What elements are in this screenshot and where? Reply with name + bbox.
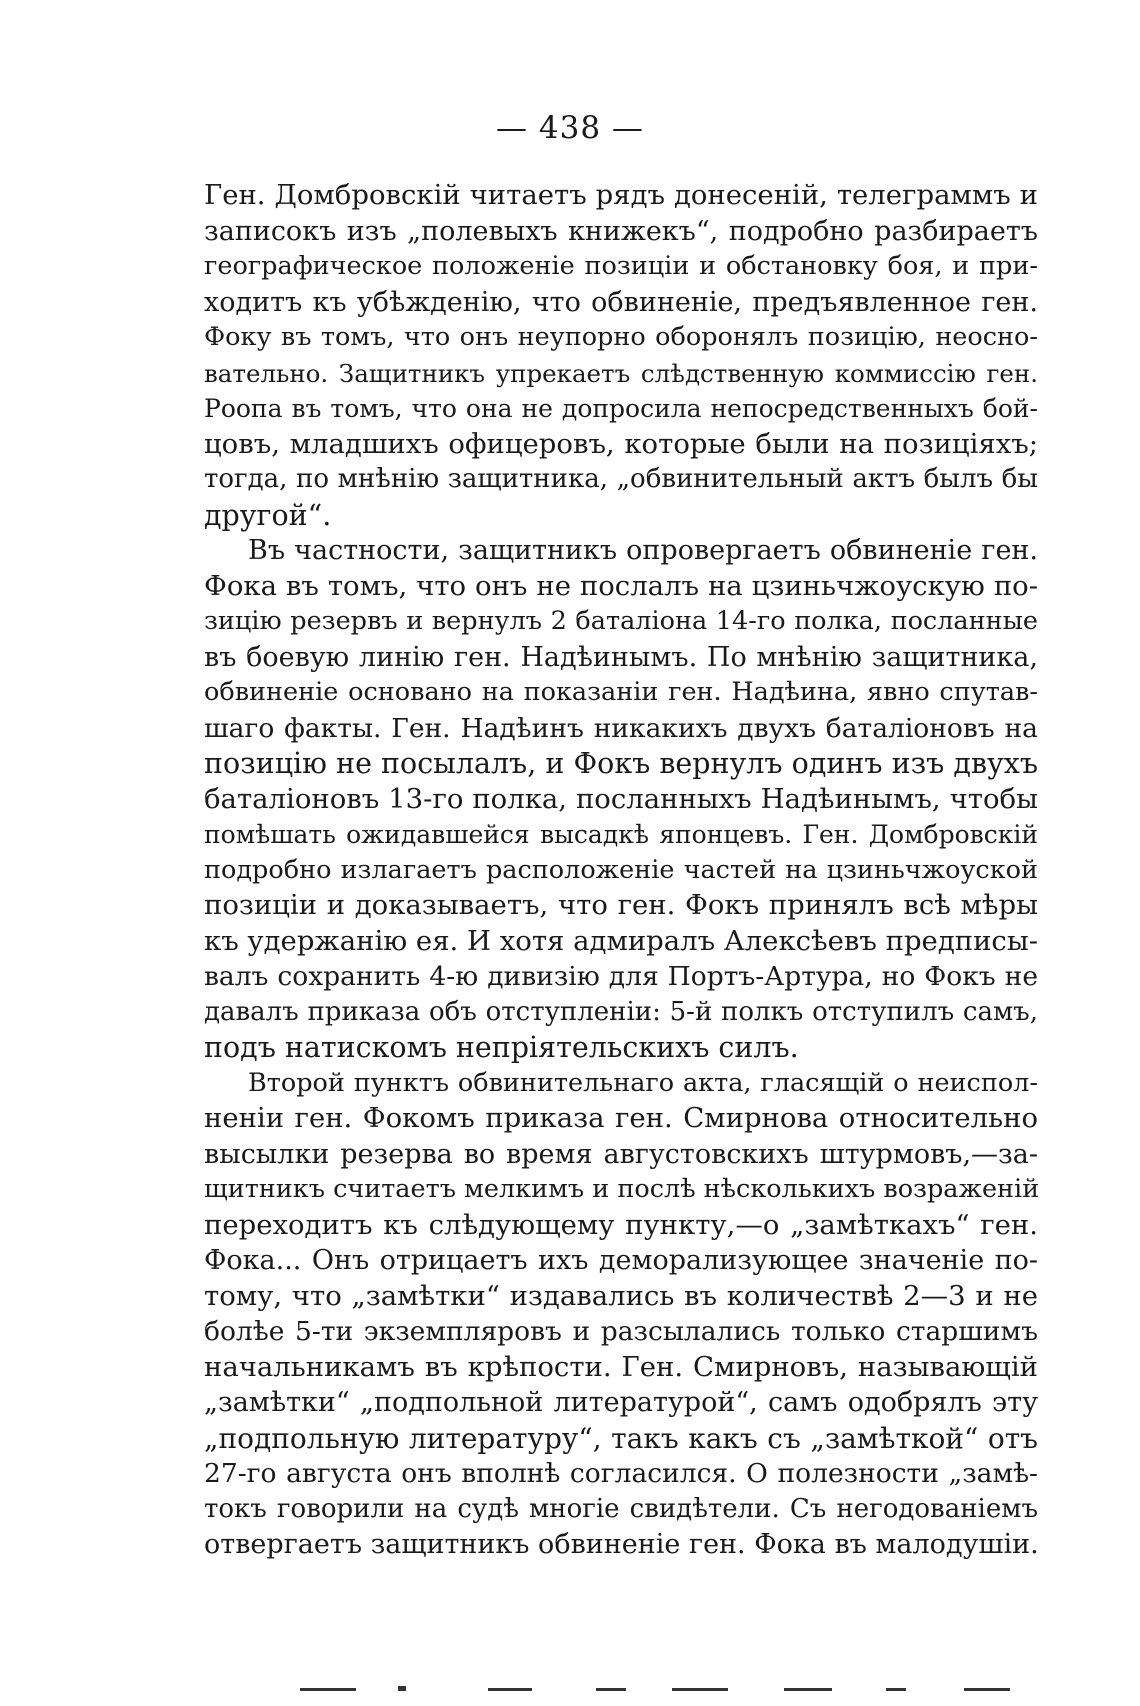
text-line: „подпольную литературу“, такъ какъ съ „замѣткой“ отъ (204, 1421, 1038, 1455)
paragraph-3 (204, 1066, 1038, 1563)
scan-artifacts (300, 1688, 1060, 1694)
text-line: Фоку въ томъ, что онъ неупорно оборонялъ позицію, неосно- (204, 322, 1038, 352)
text-line: тому, что „замѣтки“ издавались въ количествѣ 2—3 и не (204, 1279, 1038, 1312)
text-line: Роопа въ томъ, что она не допросила непосредственныхъ бой- (204, 394, 1038, 423)
text-line: вательно. Защитникъ упрекаетъ слѣдственную коммиссію ген. (204, 358, 1038, 388)
text-line: Фока... Онъ отрицаетъ ихъ деморализующее значеніе по- (204, 1245, 1038, 1276)
page-number: — 438 — (496, 110, 644, 146)
text-line: цовъ, младшихъ офицеровъ, которые были на позиціяхъ; (204, 427, 1038, 460)
text-line: Въ частности, защитникъ опровергаетъ обвиненіе ген. (248, 535, 1038, 566)
text-line: переходитъ къ слѣдующему пункту,—о „замѣткахъ“ ген. (204, 1208, 1038, 1241)
text-line: зицію резервъ и вернулъ 2 баталіона 14-го полка, посланные (204, 606, 1038, 636)
page-text (204, 178, 1038, 1563)
text-line: позицію не посылалъ, и Фокъ вернулъ одинъ изъ двухъ (204, 747, 1038, 780)
text-line: географическое положеніе позиціи и обстановку боя, и при- (204, 251, 1038, 281)
paragraph-1 (204, 178, 1038, 533)
text-line: шаго факты. Ген. Надѣинъ никакихъ двухъ баталіоновъ на (204, 712, 1038, 744)
text-line: баталіоновъ 13-го полка, посланныхъ Надѣинымъ, чтобы (204, 782, 1038, 815)
text-line: подробно излагаетъ расположеніе частей на цзиньчжоуской (204, 854, 1038, 885)
text-line: тогда, по мнѣнію защитника, „обвинительный актъ былъ бы (204, 464, 1038, 494)
text-line: помѣшать ожидавшейся высадкѣ японцевъ. Ген. Домбровскій (204, 820, 1038, 849)
text-line: токъ говорили на судѣ многіе свидѣтели. Съ негодованіемъ (204, 1493, 1038, 1524)
text-line: отвергаетъ защитникъ обвиненіе ген. Фока въ малодушіи. (204, 1529, 1039, 1560)
text-line: записокъ изъ „полевыхъ книжекъ“, подробно разбираетъ (204, 215, 1038, 247)
text-line: Второй пунктъ обвинительнаго акта, гласящій о неиспол- (248, 1067, 1038, 1098)
text-line: болѣе 5-ти экземпляровъ и разсылались только старшимъ (204, 1316, 1038, 1347)
text-line: давалъ приказа объ отступленіи: 5-й полкъ отступилъ самъ, (204, 996, 1038, 1027)
text-line: высылки резерва во время августовскихъ штурмовъ,—за- (204, 1138, 1038, 1170)
text-line: 27-го августа онъ вполнѣ согласился. О полезности „замѣ- (204, 1458, 1038, 1489)
text-line: „замѣтки“ „подпольной литературой“, самъ одобрялъ эту (204, 1387, 1038, 1418)
text-line: ходитъ къ убѣжденію, что обвиненіе, предъявленное ген. (204, 286, 1038, 318)
text-line: Ген. Домбровскій читаетъ рядъ донесеній, телеграммъ и (204, 179, 1038, 211)
text-line: подъ натискомъ непріятельскихъ силъ. (204, 1031, 799, 1064)
text-line: щитникъ считаетъ мелкимъ и послѣ нѣсколькихъ возраженій (204, 1174, 1040, 1204)
text-line: обвиненіе основано на показаніи ген. Надѣина, явно спутав- (204, 677, 1038, 707)
text-line: къ удержанію ея. И хотя адмиралъ Алексѣевъ предписы- (204, 924, 1038, 957)
text-line: начальникамъ въ крѣпости. Ген. Смирновъ, называющій (204, 1350, 1038, 1383)
text-line: Фока въ томъ, что онъ не послалъ на цзиньчжоускую по- (204, 569, 1038, 602)
text-line: другой“. (204, 498, 332, 532)
text-line: въ боевую линію ген. Надѣинымъ. По мнѣнію защитника, (204, 641, 1038, 673)
text-line: валъ сохранить 4-ю дивизію для Портъ-Артура, но Фокъ не (204, 961, 1038, 992)
text-line: неніи ген. Фокомъ приказа ген. Смирнова относительно (204, 1102, 1038, 1134)
text-line: позиціи и доказываетъ, что ген. Фокъ принялъ всѣ мѣры (204, 889, 1038, 921)
paragraph-2 (204, 533, 1038, 1066)
